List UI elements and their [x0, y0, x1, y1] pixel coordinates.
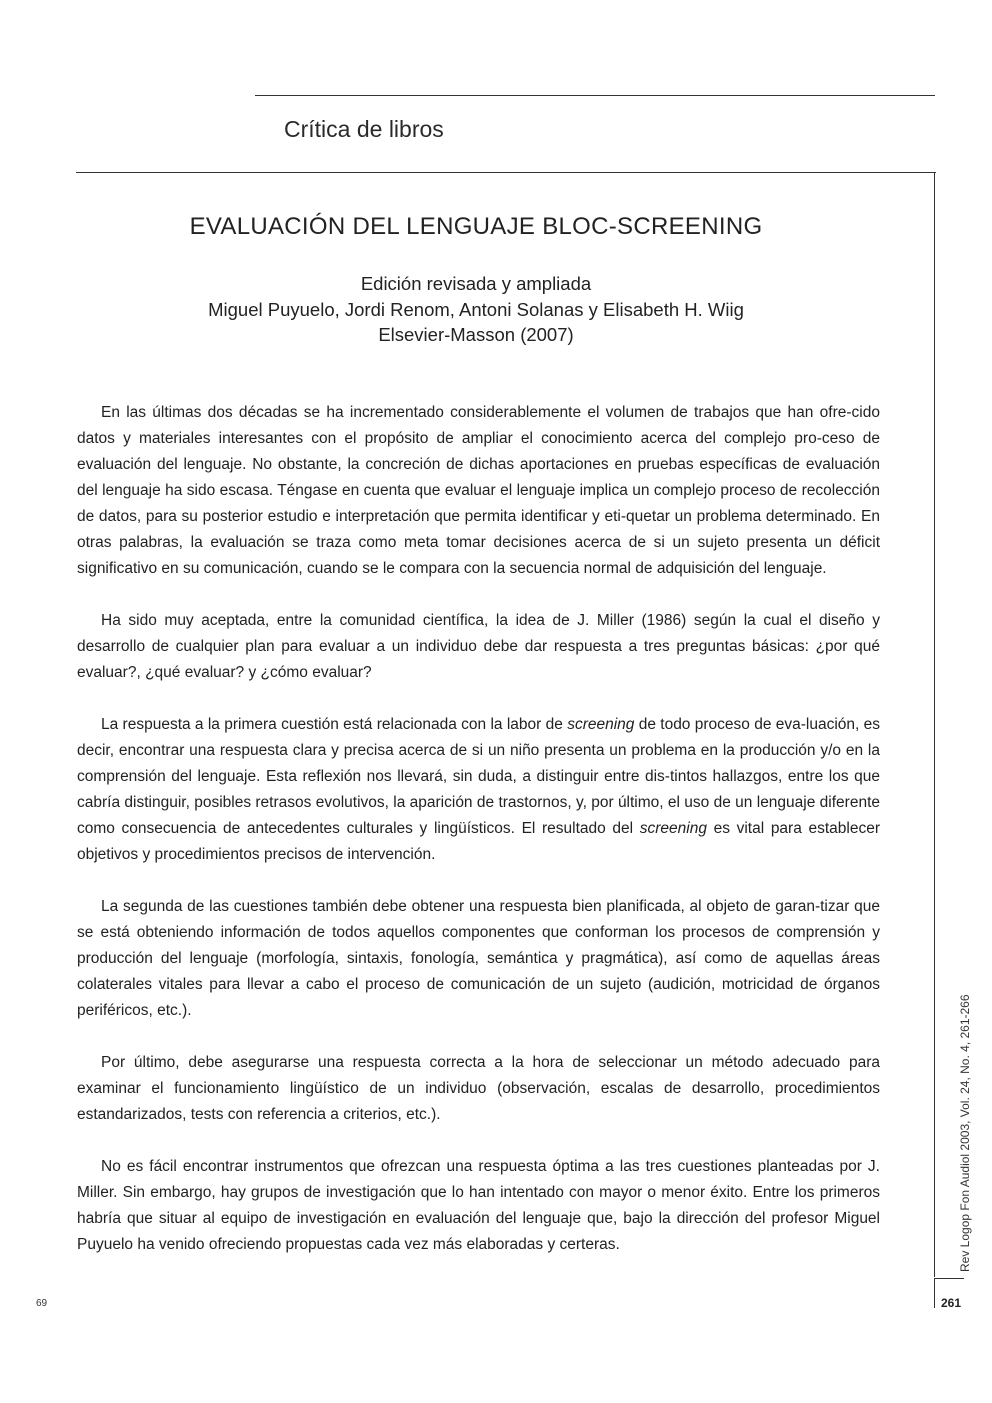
article-title: EVALUACIÓN DEL LENGUAJE BLOC-SCREENING: [189, 213, 763, 240]
page-number-right: 261: [941, 1296, 962, 1310]
journal-citation: Rev Logop Fon Audiol 2003, Vol. 24, No. 4, 261-266: [958, 994, 972, 1272]
frame-top-rule: [76, 172, 936, 173]
book-info: [76, 271, 876, 348]
header-rule: [255, 95, 935, 96]
paragraph-3: [77, 712, 880, 868]
paragraph-2: [77, 608, 880, 686]
paragraph-5: [77, 1050, 880, 1128]
publisher: Elsevier-Masson (2007): [378, 324, 574, 345]
paragraph-4: [77, 894, 880, 1024]
page-number-divider: [934, 1278, 935, 1308]
edition: Edición revisada y ampliada: [360, 273, 592, 294]
paragraph-text: La respuesta a la primera cuestión está relacionada con la labor de: [101, 716, 568, 733]
page-number-left: 69: [36, 1298, 48, 1309]
paragraph-text: Por último, debe asegurarse una respuesta correcta a la hora de seleccionar un método adecuado para examinar el funcionamiento lingüístico de un individuo (observación, escalas de desarrollo, procedimientos estandarizados, tests con referencia a criterios, etc.).: [77, 1054, 880, 1123]
frame-bottom-rule: [934, 1278, 964, 1279]
italic-term: screening: [567, 716, 635, 733]
paragraph-1: [77, 400, 880, 582]
paragraph-text: de todo proceso de eva-luación, es decir, encontrar una respuesta clara y precisa acerca de si un niño presenta un problema en la producción y/o en la comprensión del lenguaje. Esta reflexión nos llevará, sin duda, a distinguir entre dis-tintos hallazgos, entre los que cabría distinguir, posibles retrasos evolutivos, la aparición de trastornos, y, por último, el uso de un lenguaje diferente como consecuencia de antecedentes culturales y lingüísticos. El resultado del: [77, 716, 881, 837]
paragraph-text: No es fácil encontrar instrumentos que ofrezcan una respuesta óptima a las tres cuestiones planteadas por J. Miller. Sin embargo, hay grupos de investigación que lo han intentado con mayor o menor éxito. Entre los primeros habría que situar al equipo de investigación en evaluación del lenguaje que, bajo la dirección del profesor Miguel Puyuelo ha venido ofreciendo propuestas cada vez más elaboradas y certeras.: [77, 1158, 880, 1253]
italic-term: screening: [639, 820, 707, 837]
frame-right-rule: [934, 172, 935, 1277]
paragraph-text: Ha sido muy aceptada, entre la comunidad científica, la idea de J. Miller (1986) según la cual el diseño y desarrollo de cualquier plan para evaluar a un individuo debe dar respuesta a tres preguntas básicas: ¿por qué evaluar?, ¿qué evaluar? y ¿cómo evaluar?: [77, 612, 880, 681]
paragraph-text: La segunda de las cuestiones también debe obtener una respuesta bien planificada, al objeto de garan-tizar que se está obteniendo información de todos aquellos componentes que conforman los procesos de comprensión y producción del lenguaje (morfología, sintaxis, fonología, semántica y pragmática), así como de aquellas áreas colaterales vitales para llevar a cabo el proceso de comunicación de un sujeto (audición, motricidad de órganos periféricos, etc.).: [77, 898, 880, 1019]
section-title: Crítica de libros: [284, 116, 444, 142]
paragraph-6: [77, 1154, 880, 1258]
authors: Miguel Puyuelo, Jordi Renom, Antoni Solanas y Elisabeth H. Wiig: [208, 298, 744, 320]
paragraph-text: es vital para establecer objetivos y procedimientos precisos de intervención.: [77, 820, 880, 863]
paragraph-text: En las últimas dos décadas se ha incrementado considerablemente el volumen de trabajos que han ofre-cido datos y materiales interesantes con el propósito de ampliar el conocimiento acerca del complejo pro-ceso de evaluación del lenguaje. No obstante, la concreción de dichas aportaciones en pruebas específicas de evaluación del lenguaje ha sido escasa. Téngase en cuenta que evaluar el lenguaje implica un complejo proceso de recolección de datos, para su posterior estudio e interpretación que permita identificar y eti-quetar un problema determinado. En otras palabras, la evaluación se traza como meta tomar decisiones acerca de si un sujeto presenta un déficit significativo en su comunicación, cuando se le compara con la secuencia normal de adquisición del lenguaje.: [77, 404, 880, 577]
article-body: [77, 400, 880, 1284]
